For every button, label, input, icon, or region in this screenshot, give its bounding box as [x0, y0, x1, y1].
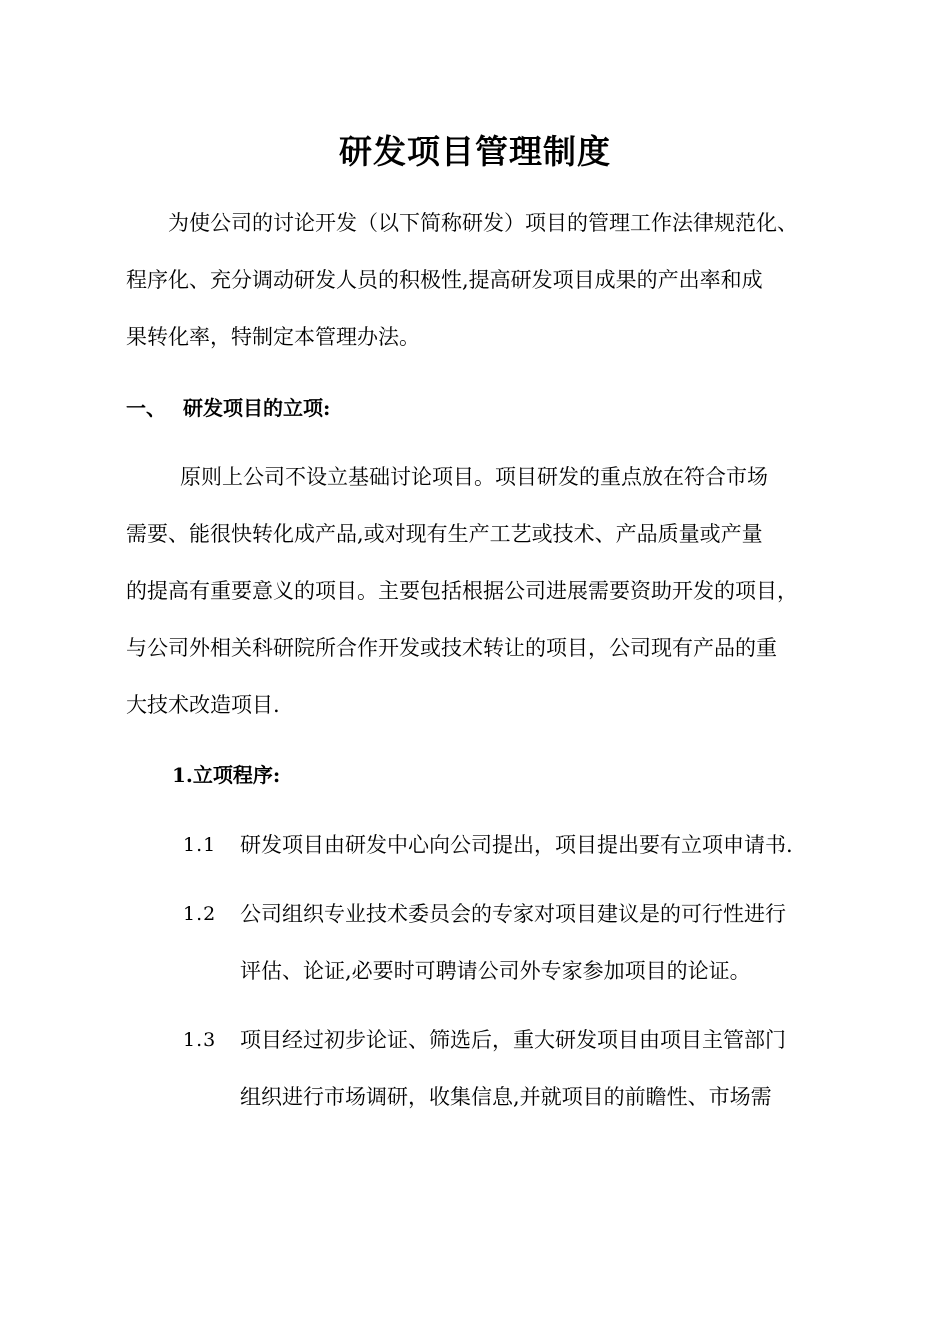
item-1-1-number: 1.1	[183, 834, 217, 856]
item-1-2-number: 1.2	[183, 903, 217, 925]
intro-line-3: 果转化率，特制定本管理办法。	[126, 325, 420, 349]
section-1-title: 研发项目的立项:	[183, 396, 331, 420]
section-1-number: 一、	[126, 396, 166, 420]
subsection-1-title: 1.立项程序:	[172, 763, 281, 787]
section-1-para-line-3: 的提高有重要意义的项目。主要包括根据公司进展需要资助开发的项目，	[126, 579, 798, 603]
item-1-2-line-1: 公司组织专业技术委员会的专家对项目建议是的可行性进行	[240, 902, 786, 926]
intro-line-2: 程序化、充分调动研发人员的积极性,提高研发项目成果的产出率和成	[126, 268, 763, 292]
item-1-2-line-2: 评估、论证,必要时可聘请公司外专家参加项目的论证。	[240, 959, 751, 983]
section-1-para-line-4: 与公司外相关科研院所合作开发或技术转让的项目，公司现有产品的重	[126, 636, 777, 660]
intro-line-1: 为使公司的讨论开发（以下简称研发）项目的管理工作法律规范化、	[168, 211, 798, 235]
section-1-para-line-5: 大技术改造项目.	[126, 693, 280, 717]
item-1-3-line-2: 组织进行市场调研，收集信息,并就项目的前瞻性、市场需	[240, 1085, 772, 1109]
section-1-para-line-2: 需要、能很快转化成产品,或对现有生产工艺或技术、产品质量或产量	[126, 522, 763, 546]
item-1-3-number: 1.3	[183, 1029, 217, 1051]
item-1-3-line-1: 项目经过初步论证、筛选后，重大研发项目由项目主管部门	[240, 1028, 786, 1052]
section-1-para-line-1: 原则上公司不设立基础讨论项目。项目研发的重点放在符合市场	[180, 465, 768, 489]
document-title: 研发项目管理制度	[339, 132, 611, 171]
item-1-1-line-1: 研发项目由研发中心向公司提出，项目提出要有立项申请书.	[240, 833, 793, 857]
